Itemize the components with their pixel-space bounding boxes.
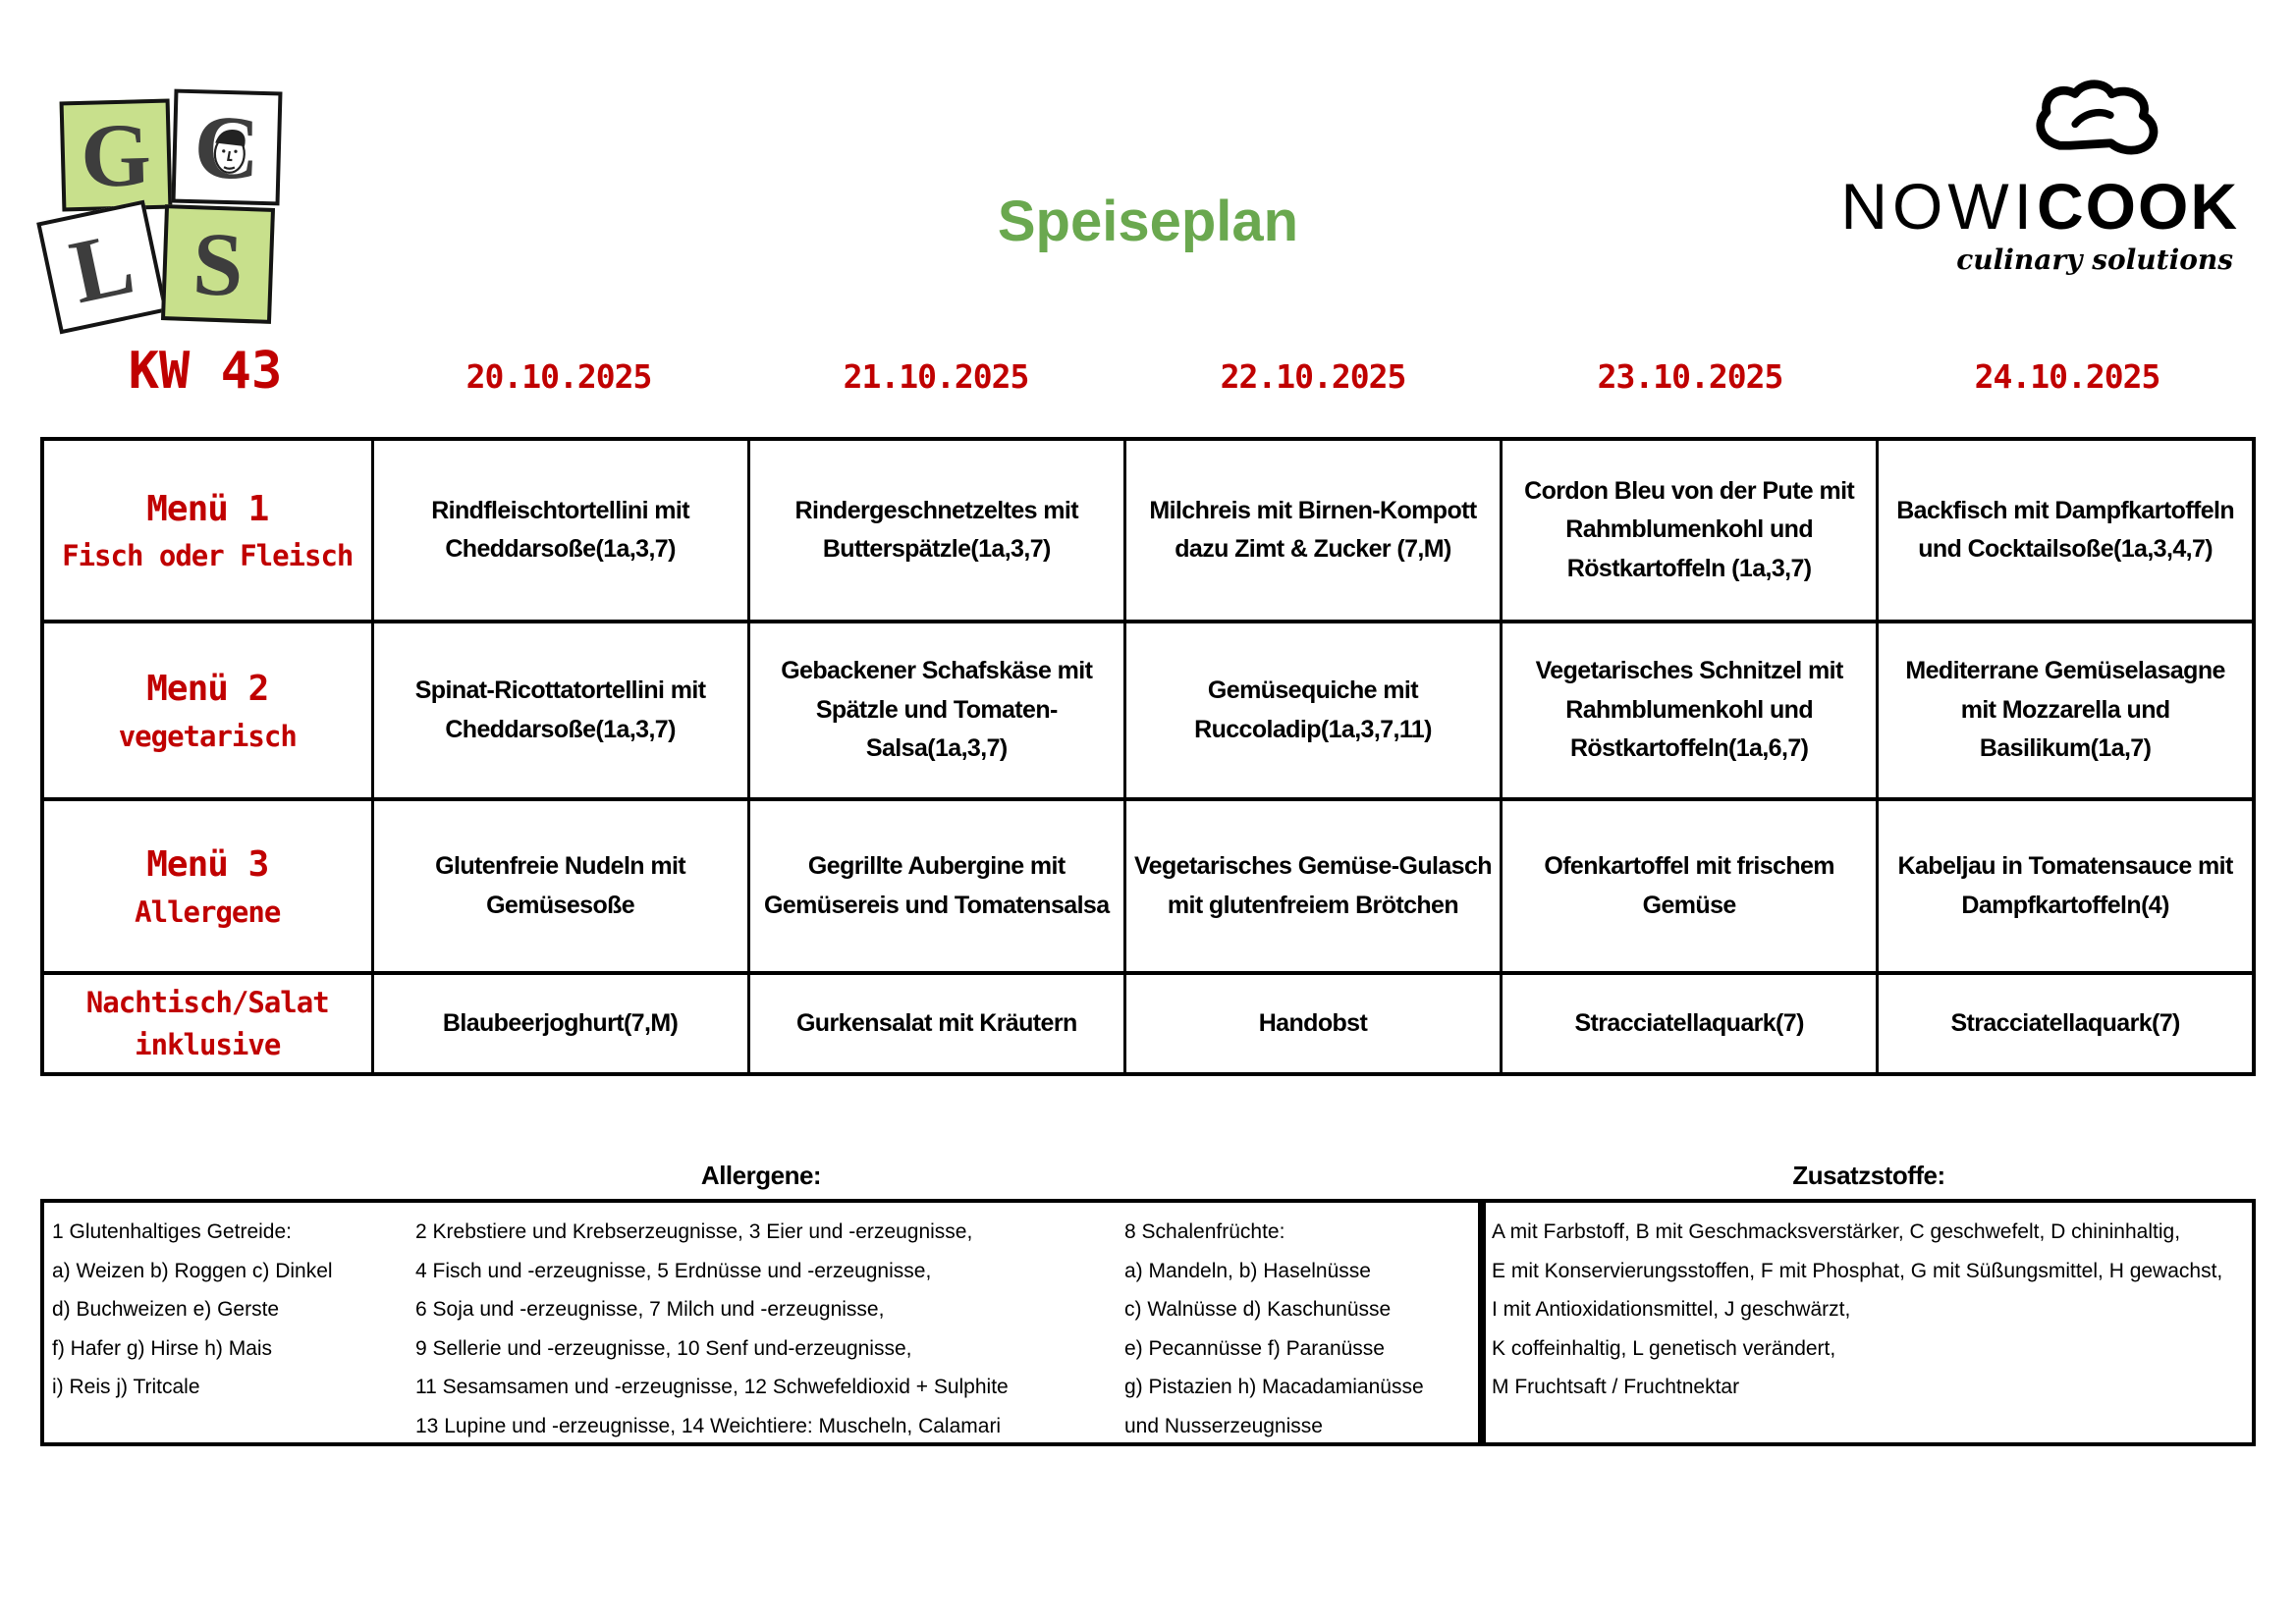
- legend-line: 13 Lupine und -erzeugnisse, 14 Weichtiere: Muscheln, Calamari: [415, 1414, 1002, 1437]
- menu-cell: Gebackener Schafskäse mit Spätzle und Tomaten-Salsa(1a,3,7): [748, 622, 1124, 799]
- brand-name: [1840, 169, 2239, 244]
- menu-cell: Mediterrane Gemüselasagne mit Mozzarella und Basilikum(1a,7): [1878, 622, 2254, 799]
- menu-cell: Milchreis mit Birnen-Kompott dazu Zimt & Zucker (7,M): [1124, 439, 1501, 622]
- menu-cell: Gegrillte Aubergine mit Gemüsereis und Tomatensalsa: [748, 799, 1124, 973]
- allergens-section: [40, 1161, 1482, 1446]
- menu-cell: Gemüsequiche mit Ruccoladip(1a,3,7,11): [1124, 622, 1501, 799]
- allergens-title: Allergene:: [700, 1161, 822, 1190]
- logo-letter: L: [62, 211, 142, 323]
- row-label-subtitle: Fisch oder Fleisch: [62, 539, 354, 573]
- row-label-subtitle: inklusive: [135, 1027, 281, 1061]
- menu-cell: Glutenfreie Nudeln mit Gemüsesoße: [372, 799, 748, 973]
- menu-cell: Cordon Bleu von der Pute mit Rahmblumenkohl und Röstkartoffeln (1a,3,7): [1502, 439, 1878, 622]
- legend-section: [40, 1161, 2256, 1446]
- row-label-menu2: [42, 622, 372, 799]
- menu-cell: Stracciatellaquark(7): [1502, 973, 1878, 1074]
- calendar-week-label: KW 43: [128, 342, 283, 401]
- legend-line: I mit Antioxidationsmittel, J geschwärzt,: [1492, 1298, 1851, 1321]
- menu-cell: Rindergeschnetzeltes mit Butterspätzle(1a,3,7): [748, 439, 1124, 622]
- brand-name-cook: COOK: [2037, 170, 2239, 243]
- allergens-box: [40, 1199, 1482, 1446]
- menu-cell: Backfisch mit Dampfkartoffeln und Cocktailsoße(1a,3,4,7): [1878, 439, 2254, 622]
- date-wednesday: 22.10.2025: [1220, 357, 1406, 396]
- menu-cell: Rindfleischtortellini mit Cheddarsoße(1a,3,7): [372, 439, 748, 622]
- allergens-column-2: [415, 1213, 1124, 1442]
- legend-line: K coffeinhaltig, L genetisch verändert,: [1492, 1336, 1836, 1360]
- allergens-column-1: [52, 1213, 415, 1442]
- menu-cell: Spinat-Ricottatortellini mit Cheddarsoße(1a,3,7): [372, 622, 748, 799]
- row-label-title: Menü 2: [146, 669, 269, 710]
- logo-letter: G: [79, 104, 153, 206]
- legend-line: e) Pecannüsse f) Paranüsse: [1124, 1336, 1385, 1360]
- legend-line: 6 Soja und -erzeugnisse, 7 Milch und -erzeugnisse,: [415, 1298, 885, 1321]
- additives-section: [1482, 1161, 2256, 1446]
- logo-letter: S: [191, 213, 246, 315]
- date-thursday: 23.10.2025: [1597, 357, 1783, 396]
- legend-line: 8 Schalenfrüchte:: [1124, 1220, 1285, 1243]
- row-label-title: Nachtisch/Salat: [85, 986, 329, 1020]
- row-label-dessert: [42, 973, 372, 1074]
- legend-line: 11 Sesamsamen und -erzeugnisse, 12 Schwefeldioxid + Sulphite: [415, 1376, 1009, 1398]
- legend-line: 1 Glutenhaltiges Getreide:: [52, 1220, 292, 1243]
- week-header-row: [40, 342, 2256, 401]
- additives-title: Zusatzstoffe:: [1792, 1161, 1945, 1190]
- legend-line: und Nusserzeugnisse: [1124, 1414, 1323, 1437]
- allergens-column-3: [1124, 1213, 1470, 1442]
- legend-line: 4 Fisch und -erzeugnisse, 5 Erdnüsse und -erzeugnisse,: [415, 1259, 932, 1282]
- menu-table: [40, 437, 2256, 1076]
- legend-line: 9 Sellerie und -erzeugnisse, 10 Senf und-erzeugnisse,: [415, 1336, 912, 1360]
- menu-cell: Blaubeerjoghurt(7,M): [372, 973, 748, 1074]
- nowicook-logo: [1689, 79, 2239, 285]
- table-row-menu3: [42, 799, 2254, 973]
- date-tuesday: 21.10.2025: [843, 357, 1029, 396]
- legend-line: d) Buchweizen e) Gerste: [52, 1298, 280, 1321]
- chef-hat-icon: [2011, 79, 2188, 177]
- legend-line: A mit Farbstoff, B mit Geschmacksverstärker, C geschwefelt, D chininhaltig,: [1492, 1220, 2181, 1243]
- legend-line: E mit Konservierungsstoffen, F mit Phosphat, G mit Süßungsmittel, H gewachst,: [1492, 1259, 2223, 1282]
- date-friday: 24.10.2025: [1974, 357, 2160, 396]
- additives-box: [1482, 1199, 2256, 1446]
- legend-line: a) Mandeln, b) Haselnüsse: [1124, 1259, 1371, 1282]
- legend-line: a) Weizen b) Roggen c) Dinkel: [52, 1259, 333, 1282]
- menu-cell: Kabeljau in Tomatensauce mit Dampfkartoffeln(4): [1878, 799, 2254, 973]
- row-label-menu1: [42, 439, 372, 622]
- table-row-dessert: [42, 973, 2254, 1074]
- legend-line: 2 Krebstiere und Krebserzeugnisse, 3 Eier und -erzeugnisse,: [415, 1220, 973, 1243]
- menu-cell: Vegetarisches Schnitzel mit Rahmblumenkohl und Röstkartoffeln(1a,6,7): [1502, 622, 1878, 799]
- menu-cell: Handobst: [1124, 973, 1501, 1074]
- menu-cell: Vegetarisches Gemüse-Gulasch mit glutenfreiem Brötchen: [1124, 799, 1501, 973]
- legend-line: i) Reis j) Tritcale: [52, 1376, 200, 1398]
- row-label-title: Menü 3: [146, 844, 269, 886]
- menu-cell: Ofenkartoffel mit frischem Gemüse: [1502, 799, 1878, 973]
- row-label-menu3: [42, 799, 372, 973]
- brand-tagline: culinary solutions: [1956, 244, 2233, 276]
- table-row-menu1: [42, 439, 2254, 622]
- legend-line: f) Hafer g) Hirse h) Mais: [52, 1336, 273, 1360]
- menu-cell: Stracciatellaquark(7): [1878, 973, 2254, 1074]
- row-label-title: Menü 1: [146, 488, 269, 529]
- row-label-subtitle: Allergene: [135, 894, 281, 929]
- date-monday: 20.10.2025: [465, 357, 652, 396]
- row-label-subtitle: vegetarisch: [118, 719, 297, 753]
- legend-line: M Fruchtsaft / Fruchtnektar: [1492, 1376, 1740, 1398]
- menu-cell: Gurkensalat mit Kräutern: [748, 973, 1124, 1074]
- page-title: Speiseplan: [997, 189, 1299, 253]
- table-row-menu2: [42, 622, 2254, 799]
- logo-letter: C: [192, 96, 261, 198]
- brand-name-nowi: NOWI: [1840, 170, 2037, 243]
- legend-line: c) Walnüsse d) Kaschunüsse: [1124, 1298, 1392, 1321]
- legend-line: g) Pistazien h) Macadamianüsse: [1124, 1376, 1424, 1398]
